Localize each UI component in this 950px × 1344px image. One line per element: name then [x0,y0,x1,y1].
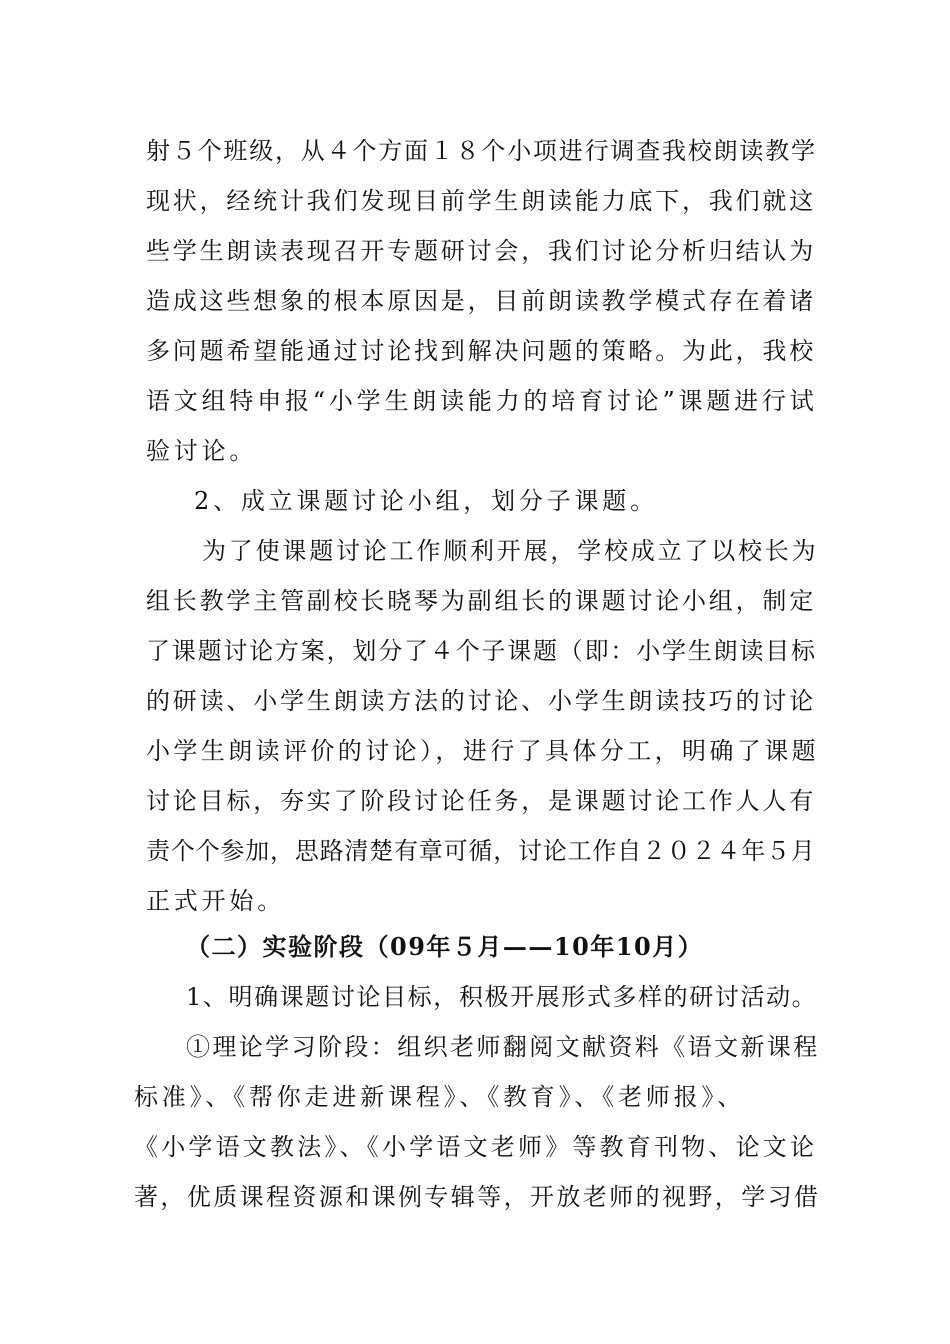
text-line: 射５个班级，从４个方面１８个小项进行调查我校朗读教学 [146,137,817,165]
text-line: 小学生朗读评价的讨论），进行了具体分工，明确了课题 [146,737,819,765]
numbered-heading: 2、成立课题讨论小组，划分子课题。 [194,487,658,515]
text-line: 著，优质课程资源和课例专辑等，开放老师的视野，学习借 [134,1183,821,1211]
section-heading: （二）实验阶段（09年５月——10年10月） [186,932,704,961]
paragraph-first-line: ①理论学习阶段：组织老师翻阅文献资料《语文新课程 [186,1033,820,1061]
text-line: 多问题希望能通过讨论找到解决问题的策略。为此，我校 [146,337,816,365]
text-line: 现状，经统计我们发现目前学生朗读能力底下，我们就这 [146,187,816,215]
text-line: 造成这些想象的根本原因是，目前朗读教学模式存在着诸 [146,287,816,315]
text-line: 了课题讨论方案，划分了４个子课题（即：小学生朗读目标 [146,637,817,665]
text-line: 语文组特申报“小学生朗读能力的培育讨论”课题进行试 [146,387,818,415]
numbered-heading: 1、明确课题讨论目标，积极开展形式多样的研讨活动。 [186,983,818,1011]
text-line: 责个个参加，思路清楚有章可循，讨论工作自２０２４年５月 [146,837,816,865]
text-line: 些学生朗读表现召开专题研讨会，我们讨论分析归结认为 [146,237,816,265]
text-line: 的研读、小学生朗读方法的讨论、小学生朗读技巧的讨论 [146,687,816,715]
text-line: 《小学语文教法》、《小学语文老师》等教育刊物、论文论 [134,1133,818,1161]
paragraph-first-line: 为了使课题讨论工作顺利开展，学校成立了以校长为 [202,537,819,565]
text-line: 正式开始。 [146,887,285,915]
text-line: 组长教学主管副校长晓琴为副组长的课题讨论小组，制定 [146,587,816,615]
text-line: 验讨论。 [146,437,258,465]
text-line: 标准》、《帮你走进新课程》、《教育》、《老师报》、 [134,1083,745,1111]
text-line: 讨论目标，夯实了阶段讨论任务，是课题讨论工作人人有 [146,787,816,815]
